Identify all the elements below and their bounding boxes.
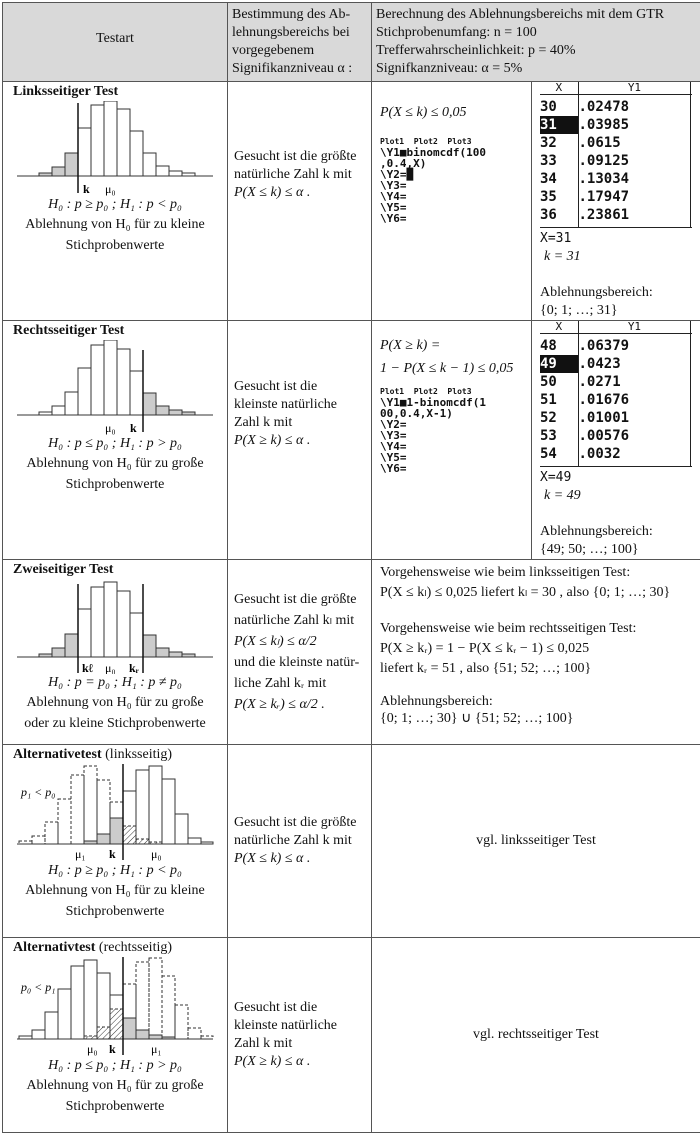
rejection-text: Stichprobenwerte [3,901,227,922]
test-title: Zweiseitiger Test [3,560,227,579]
gtr-value-table: X Y1 30 .02478 31 .03985 32 .0615 33 .09125 34 .13034 35 .17947 36 .23861 [540,82,692,228]
svg-text:μ₀: μ₀ [151,847,162,861]
rejection-text: Ablehnung von H₀ für zu große [3,1075,227,1096]
rejection-text: Stichprobenwerte [3,474,227,495]
row-linksseitig [3,82,700,321]
condition-cell [228,560,372,745]
header-col3-line: Signifkanzniveau: α = 5% [376,60,696,78]
calc-reference: vgl. rechtsseitiger Test [372,938,700,1132]
header-col2-line: lehnungsbereichs bei [232,24,367,42]
header-testart-label: Testart [3,3,227,75]
test-title: Alternativetest (linksseitig) [3,745,227,764]
condition-formula: P(X ≥ k) ≤ α . [234,1053,337,1071]
hypothesis: H₀ : p ≥ p₀ ; H₁ : p < p₀ [3,196,227,214]
histogram-left-tailed [3,101,225,196]
header-col3-line: Berechnung des Ablehnungsbereichs mit dem GTR [376,6,696,24]
rejection-text: Ablehnung von H₀ für zu große [3,453,227,474]
gtr-value-table: X Y1 48 .06379 49 .0423 50 .0271 51 .01676 52 .01001 53 .00576 54 .0032 [540,321,692,467]
rejection-text: Ablehnung von H₀ für zu kleine [3,214,227,235]
condition-formula: P(X ≤ kₗ) ≤ α/2 [234,631,359,652]
header-berechnung [372,3,700,82]
condition-line: liche Zahl kᵣ mit [234,673,359,694]
condition-formula: P(X ≥ kᵣ) ≤ α/2 . [234,694,359,715]
header-testart [3,3,228,82]
calc-line: liefert kᵣ = 51 , also {51; 52; …; 100} [380,659,692,679]
gtr-x-result: X=49 [540,469,692,487]
row-zweiseitig [3,560,700,745]
condition-line: natürliche Zahl k mit [234,832,356,850]
rejection-text: Ablehnung von H₀ für zu große [3,692,227,713]
histogram-alternative-right [3,957,225,1057]
mu0-label: μ₀ [105,182,116,196]
hypothesis: H₀ : p ≤ p₀ ; H₁ : p > p₀ [3,435,227,453]
condition-cell [228,321,372,560]
header-bestimmung [228,3,372,82]
svg-text:k: k [109,847,116,861]
testart-cell [3,938,228,1133]
testart-cell [3,745,228,938]
condition-line: Zahl k mit [234,1035,337,1053]
condition-line: Gesucht ist die größte [234,814,356,832]
testart-cell [3,82,228,321]
calc-reference: vgl. linksseitiger Test [372,745,700,937]
rejection-text: Stichprobenwerte [3,235,227,256]
histogram-alternative-left [3,764,225,862]
relation-label: p₀ < p₁ [20,980,55,994]
condition-line: natürliche Zahl k mit [234,166,356,184]
condition-line: Gesucht ist die größte [234,148,356,166]
rejection-text: Ablehnung von H₀ für zu kleine [3,880,227,901]
header-col2-line: vorgegebenem [232,42,367,60]
row-rechtsseitig [3,321,700,560]
condition-cell [228,82,372,321]
calc-line: P(X ≥ kᵣ) = 1 − P(X ≤ kᵣ − 1) ≤ 0,025 [380,639,692,659]
formula: 1 − P(X ≤ k − 1) ≤ 0,05 [380,358,523,379]
rejection-text: oder zu kleine Stichprobenwerte [3,713,227,734]
condition-formula: P(X ≤ k) ≤ α . [234,184,356,202]
condition-line: kleinste natürliche [234,1017,337,1035]
calc-cell [372,560,700,745]
condition-formula: P(X ≤ k) ≤ α . [234,850,356,868]
test-title: Rechtsseitiger Test [3,321,227,340]
k-result: k = 31 [544,248,692,266]
calc-cell [372,321,700,560]
rejection-region: {0; 1; …; 31} [540,302,692,320]
svg-text:kℓ: kℓ [82,661,94,674]
testart-cell [3,321,228,560]
condition-line: Gesucht ist die größte [234,589,359,610]
region-label: Ablehnungsbereich: [540,284,692,302]
rejection-region: {0; 1; …; 30} ∪ {51; 52; …; 100} [380,710,692,727]
row-alternativ-rechts [3,938,700,1133]
condition-formula: P(X ≥ k) ≤ α . [234,432,337,450]
testart-cell [3,560,228,745]
svg-text:k: k [109,1042,116,1056]
calc-line: Vorgehensweise wie beim linksseitigen Test: [380,563,692,583]
condition-line: Gesucht ist die [234,378,337,396]
histogram-two-tailed [3,579,225,674]
k-result: k = 49 [544,487,692,505]
condition-line: Zahl k mit [234,414,337,432]
region-label: Ablehnungsbereich: [380,693,692,710]
svg-text:k: k [130,421,137,435]
relation-label: p₁ < p₀ [20,785,55,799]
svg-text:μ₀: μ₀ [87,1042,98,1056]
calc-cell [372,745,700,938]
gtr-x-result: X=31 [540,230,692,248]
k-label: k [83,182,90,196]
svg-text:μ₁: μ₁ [75,847,86,861]
formula: P(X ≥ k) = [380,335,523,356]
hypothesis: H₀ : p ≥ p₀ ; H₁ : p < p₀ [3,862,227,880]
test-title: Linksseitiger Test [3,82,227,101]
calc-cell [372,82,700,321]
svg-text:kᵣ: kᵣ [129,661,139,674]
condition-cell [228,745,372,938]
gtr-y-editor: Plot1 Plot2 Plot3 \Y1■binomcdf(100 ,0.4,X) \Y2=█ \Y3= \Y4= \Y5= \Y6= [380,137,523,224]
rejection-region: {49; 50; …; 100} [540,541,692,559]
rejection-text: Stichprobenwerte [3,1096,227,1117]
condition-line: und die kleinste natür- [234,652,359,673]
header-col2-line: Bestimmung des Ab- [232,6,367,24]
calc-cell [372,938,700,1133]
test-title: Alternativtest (rechtsseitig) [3,938,227,957]
row-alternativ-links [3,745,700,938]
condition-line: natürliche Zahl kₗ mit [234,610,359,631]
svg-text:μ₀: μ₀ [105,421,116,435]
gtr-y-editor: Plot1 Plot2 Plot3 \Y1■1-binomcdf(1 00,0.4,X-1) \Y2= \Y3= \Y4= \Y5= \Y6= [380,387,523,474]
svg-text:μ₁: μ₁ [151,1042,162,1056]
condition-line: Gesucht ist die [234,999,337,1017]
calc-line: P(X ≤ kₗ) ≤ 0,025 liefert kₗ = 30 , also {0; 1; …; 30} [380,583,692,603]
hypothesis: H₀ : p = p₀ ; H₁ : p ≠ p₀ [3,674,227,692]
header-col3-line: Stichprobenumfang: n = 100 [376,24,696,42]
histogram-right-tailed [3,340,225,435]
svg-text:μ₀: μ₀ [105,661,116,674]
calc-line: Vorgehensweise wie beim rechtsseitigen Test: [380,619,692,639]
region-label: Ablehnungsbereich: [540,523,692,541]
formula: P(X ≤ k) ≤ 0,05 [380,102,523,123]
condition-line: kleinste natürliche [234,396,337,414]
header-col3-line: Trefferwahrscheinlichkeit: p = 40% [376,42,696,60]
hypothesis: H₀ : p ≤ p₀ ; H₁ : p > p₀ [3,1057,227,1075]
header-row [3,3,700,82]
header-col2-line: Signifikanzniveau α : [232,60,367,78]
condition-cell [228,938,372,1133]
hypothesis-test-table [2,2,700,1133]
